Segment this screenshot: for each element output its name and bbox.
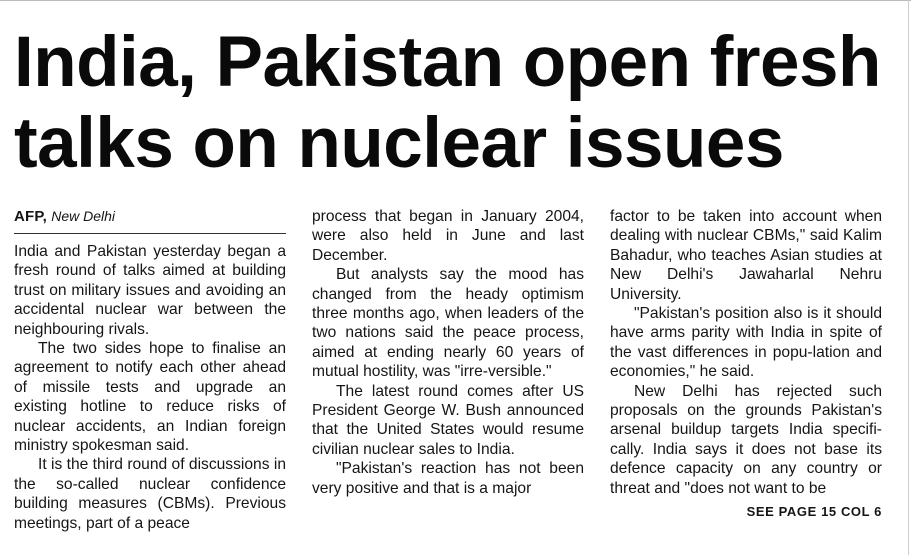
paragraph: "Pakistan's position also is it should have arms parity with India in spite of the vast differences in popu-lation and economies," he said.: [610, 305, 882, 381]
paragraph: The two sides hope to finalise an agreement to notify each other ahead of missile tests and upgrade an existing hotline to reduce risks of nuclear accidents, an Indian foreign ministry spokesman said.: [14, 340, 286, 455]
article-headline: [14, 22, 904, 184]
paragraph: "Pakistan's reaction has not been very positive and that is a major: [312, 460, 584, 497]
paragraph: India and Pakistan yesterday began a fresh round of talks aimed at building trust on military issues and avoiding an accidental nuclear war between the neighbouring rivals.: [14, 243, 286, 338]
headline-line-2: talks on nuclear issues: [14, 104, 784, 183]
byline-place: New Delhi: [51, 208, 116, 224]
page-right-rule: [908, 0, 909, 555]
article-column-2: [312, 207, 584, 498]
paragraph: It is the third round of discussions in the so-called nuclear confidence building measures (CBMs). Previous meetings, part of a peace: [14, 456, 286, 532]
continuation-jump-line: SEE PAGE 15 COL 6: [746, 504, 882, 520]
paragraph: New Delhi has rejected such proposals on the grounds Pakistan's arsenal buildup targets India specifi-cally. India says it does not base its defence capacity on any country or threat and "does not want to be: [610, 382, 882, 497]
page-top-rule: [0, 0, 911, 5]
paragraph: process that began in January 2004, were also held in June and last December.: [312, 208, 584, 264]
paragraph: The latest round comes after US President George W. Bush announced that the United States would resume civilian nuclear sales to India.: [312, 382, 584, 458]
headline-line-1: India, Pakistan open fresh: [14, 23, 881, 102]
paragraph: factor to be taken into account when dealing with nuclear CBMs," said Kalim Bahadur, who teaches Asian studies at New Delhi's Jawaharlal Nehru University.: [610, 208, 882, 303]
article-column-3: [610, 207, 882, 522]
paragraph: But analysts say the mood has changed from the heady optimism three months ago, when leaders of the two nations said the peace process, aimed at ending nearly 60 years of mutual hostility, was "irre-versible.": [312, 266, 584, 381]
article-column-1: [14, 206, 286, 533]
byline-agency: AFP,: [14, 208, 48, 225]
byline: [14, 206, 286, 234]
